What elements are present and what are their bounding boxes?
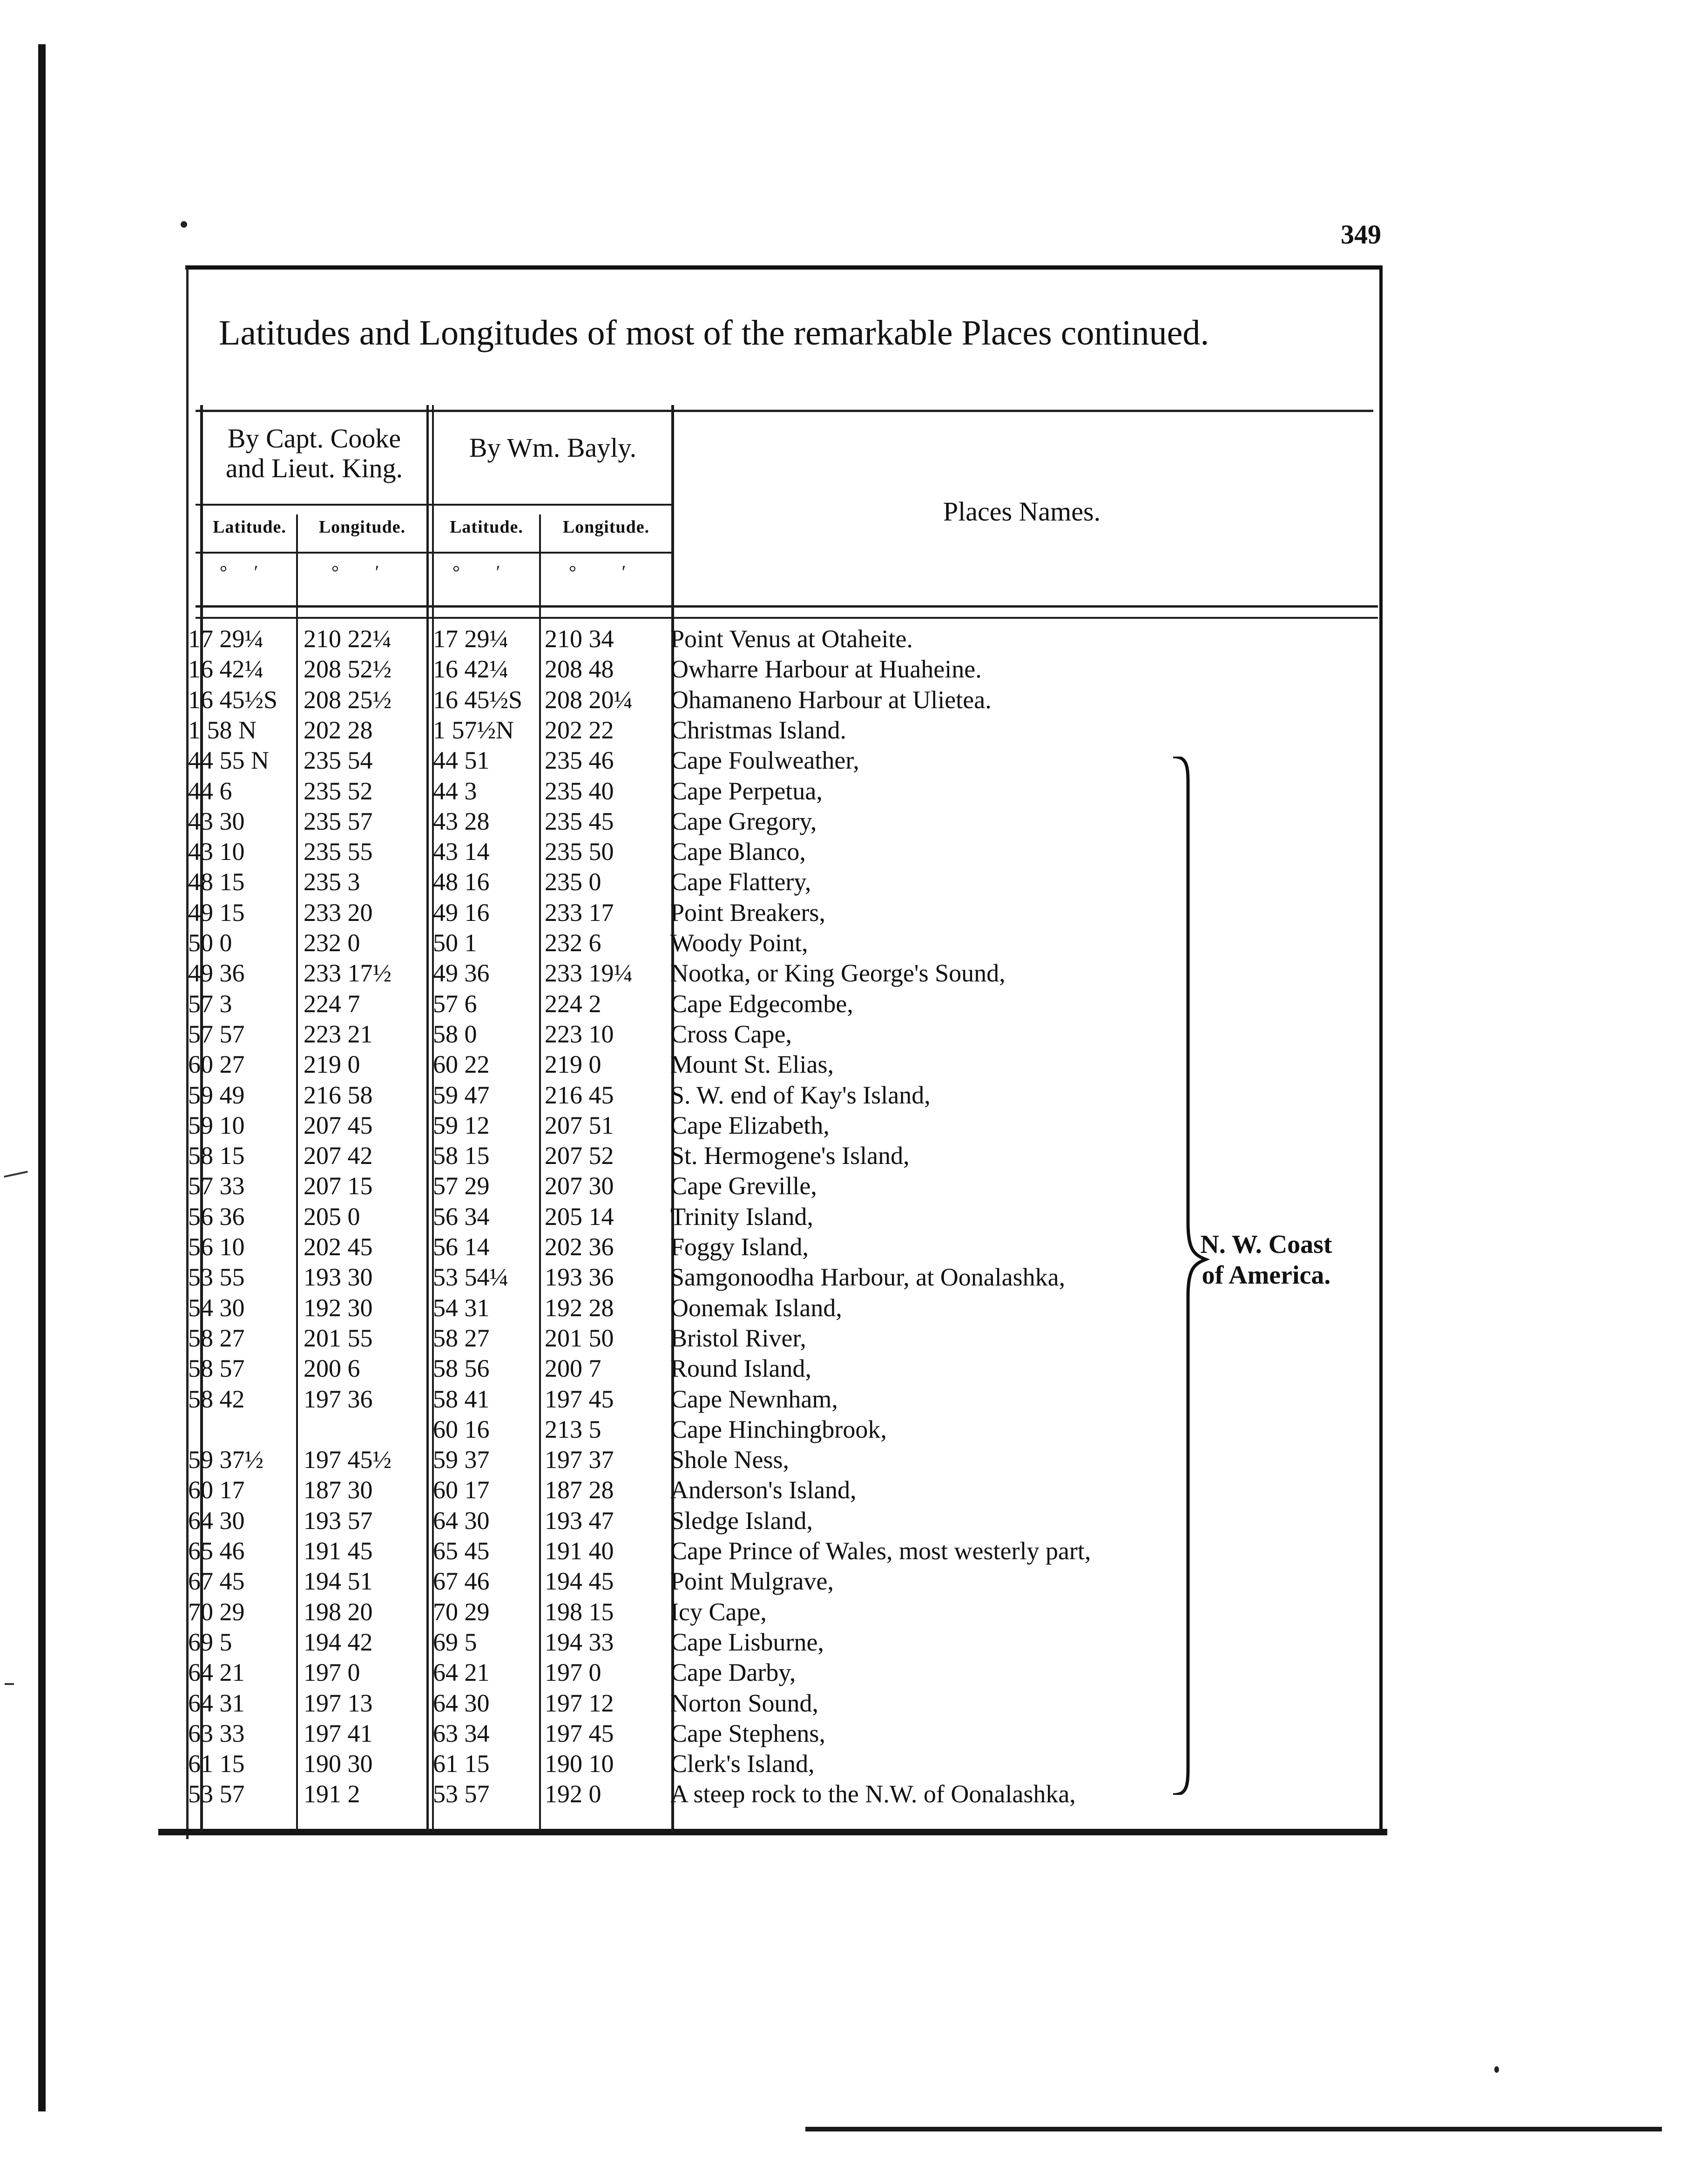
cook-latitude-cell: 1 58 N xyxy=(188,716,257,744)
bayly-longitude-cell: 232 6 xyxy=(545,929,601,957)
cook-longitude-cell: 197 45½ xyxy=(304,1446,392,1474)
header-latitude-cook: Latitude. xyxy=(213,517,286,537)
table-row xyxy=(0,1384,1708,1414)
cook-latitude-cell: 60 27 xyxy=(188,1050,245,1078)
cook-latitude-cell: 59 37½ xyxy=(188,1446,263,1474)
cook-longitude-cell: 201 55 xyxy=(304,1324,373,1352)
bayly-latitude-cell: 59 47 xyxy=(433,1081,490,1109)
cook-longitude-cell: 194 42 xyxy=(304,1628,373,1656)
table-row xyxy=(0,1627,1708,1657)
bayly-latitude-cell: 58 27 xyxy=(433,1324,490,1352)
cook-longitude-cell: 193 30 xyxy=(304,1263,373,1291)
bayly-longitude-cell: 197 45 xyxy=(545,1719,614,1747)
cook-longitude-cell: 202 28 xyxy=(304,716,373,744)
cook-latitude-cell: 16 45½S xyxy=(188,686,278,714)
cook-latitude-cell: 43 30 xyxy=(188,807,245,835)
bayly-latitude-cell: 16 42¼ xyxy=(433,655,508,683)
table-title: Latitudes and Longitudes of most of the remarkable Places continued. xyxy=(219,313,1209,352)
table-row xyxy=(0,1323,1708,1353)
place-name-cell: Point Venus at Otaheite. xyxy=(670,625,913,653)
bayly-longitude-cell: 200 7 xyxy=(545,1354,601,1382)
cook-longitude-cell: 202 45 xyxy=(304,1233,373,1261)
title-rule xyxy=(196,410,1373,412)
region-label-line1: N. W. Coast xyxy=(1200,1230,1332,1259)
cook-longitude-cell: 208 52½ xyxy=(304,655,392,683)
bayly-latitude-cell: 69 5 xyxy=(433,1628,477,1656)
page-number: 349 xyxy=(1341,219,1381,250)
place-name-cell: Nootka, or King George's Sound, xyxy=(670,959,1006,987)
bayly-longitude-cell: 194 33 xyxy=(545,1628,614,1656)
cook-longitude-cell: 192 30 xyxy=(304,1294,373,1322)
table-row xyxy=(0,1202,1708,1232)
table-row xyxy=(0,928,1708,958)
table-row xyxy=(0,1718,1708,1749)
units-degree: ° xyxy=(331,561,339,582)
table-row xyxy=(0,1414,1708,1445)
cook-longitude-cell: 233 20 xyxy=(304,899,373,927)
table-row xyxy=(0,654,1708,684)
bayly-latitude-cell: 53 54¼ xyxy=(433,1263,508,1291)
table-row xyxy=(0,1171,1708,1201)
bayly-latitude-cell: 61 15 xyxy=(433,1750,490,1778)
cook-latitude-cell: 49 15 xyxy=(188,899,245,927)
bayly-longitude-cell: 235 46 xyxy=(545,746,614,774)
bayly-latitude-cell: 64 21 xyxy=(433,1658,490,1686)
bayly-latitude-cell: 60 22 xyxy=(433,1050,490,1078)
place-name-cell: Cape Edgecombe, xyxy=(670,990,853,1018)
place-name-cell: Sledge Island, xyxy=(670,1507,813,1535)
bayly-latitude-cell: 54 31 xyxy=(433,1294,490,1322)
cook-latitude-cell: 54 30 xyxy=(188,1294,245,1322)
bayly-longitude-cell: 233 17 xyxy=(545,899,614,927)
cook-longitude-cell: 191 2 xyxy=(304,1780,360,1808)
cook-latitude-cell: 64 30 xyxy=(188,1507,245,1535)
bayly-longitude-cell: 210 34 xyxy=(545,625,614,653)
cook-longitude-cell: 235 52 xyxy=(304,777,373,805)
place-name-cell: Cape Flattery, xyxy=(670,868,811,896)
cook-latitude-cell: 50 0 xyxy=(188,929,232,957)
cook-latitude-cell: 59 49 xyxy=(188,1081,245,1109)
bayly-longitude-cell: 190 10 xyxy=(545,1750,614,1778)
cook-longitude-cell: 207 15 xyxy=(304,1172,373,1200)
cook-longitude-cell: 197 41 xyxy=(304,1719,373,1747)
place-name-cell: Oonemak Island, xyxy=(670,1294,842,1322)
bayly-latitude-cell: 56 34 xyxy=(433,1203,490,1231)
region-label-nw-coast xyxy=(1187,1229,1345,1291)
speck xyxy=(1494,2066,1499,2073)
bayly-latitude-cell: 67 46 xyxy=(433,1567,490,1595)
table-row xyxy=(0,1293,1708,1323)
table-row xyxy=(0,1536,1708,1566)
table-row xyxy=(0,715,1708,745)
cook-longitude-cell: 235 3 xyxy=(304,868,360,896)
cook-longitude-cell: 197 0 xyxy=(304,1658,360,1686)
place-name-cell: Cape Hinchingbrook, xyxy=(670,1415,887,1443)
place-name-cell: Icy Cape, xyxy=(670,1598,767,1626)
bayly-latitude-cell: 60 17 xyxy=(433,1476,490,1504)
table-row xyxy=(0,1049,1708,1080)
table-row xyxy=(0,745,1708,776)
bayly-latitude-cell: 58 0 xyxy=(433,1020,477,1048)
bayly-longitude-cell: 194 45 xyxy=(545,1567,614,1595)
place-name-cell: Cape Perpetua, xyxy=(670,777,823,805)
bayly-longitude-cell: 233 19¼ xyxy=(545,959,633,987)
table-row xyxy=(0,776,1708,806)
table-row xyxy=(0,1262,1708,1292)
bayly-latitude-cell: 64 30 xyxy=(433,1689,490,1717)
place-name-cell: Cape Darby, xyxy=(670,1658,796,1686)
bayly-longitude-cell: 224 2 xyxy=(545,990,601,1018)
cook-longitude-cell: 208 25½ xyxy=(304,686,392,714)
bayly-latitude-cell: 59 37 xyxy=(433,1446,490,1474)
bayly-latitude-cell: 49 16 xyxy=(433,899,490,927)
bayly-longitude-cell: 202 36 xyxy=(545,1233,614,1261)
table-row xyxy=(0,1597,1708,1627)
bayly-longitude-cell: 192 28 xyxy=(545,1294,614,1322)
place-name-cell: Cape Foulweather, xyxy=(670,746,859,774)
cook-latitude-cell: 64 31 xyxy=(188,1689,245,1717)
bayly-latitude-cell: 70 29 xyxy=(433,1598,490,1626)
bayly-longitude-cell: 197 45 xyxy=(545,1385,614,1413)
cook-latitude-cell: 70 29 xyxy=(188,1598,245,1626)
bayly-latitude-cell: 49 36 xyxy=(433,959,490,987)
speck xyxy=(181,221,187,228)
bayly-longitude-cell: 198 15 xyxy=(545,1598,614,1626)
bayly-latitude-cell: 50 1 xyxy=(433,929,477,957)
header-group-bayly: By Wm. Bayly. xyxy=(469,433,637,463)
bayly-longitude-cell: 187 28 xyxy=(545,1476,614,1504)
region-label-line2: of America. xyxy=(1202,1261,1331,1290)
place-name-cell: Cape Stephens, xyxy=(670,1719,825,1747)
cook-longitude-cell: 197 36 xyxy=(304,1385,373,1413)
cook-latitude-cell: 57 3 xyxy=(188,990,232,1018)
bayly-longitude-cell: 202 22 xyxy=(545,716,614,744)
table-bottom-rule xyxy=(158,1829,1387,1835)
table-row xyxy=(0,1657,1708,1688)
header-longitude-cook: Longitude. xyxy=(318,517,406,537)
cook-latitude-cell: 65 46 xyxy=(188,1537,245,1565)
bayly-longitude-cell: 197 37 xyxy=(545,1446,614,1474)
units-degree: ° xyxy=(220,561,227,582)
table-row xyxy=(0,958,1708,988)
bayly-longitude-cell: 235 40 xyxy=(545,777,614,805)
cook-latitude-cell: 53 55 xyxy=(188,1263,245,1291)
bayly-latitude-cell: 44 51 xyxy=(433,746,490,774)
cook-longitude-cell: 198 20 xyxy=(304,1598,373,1626)
units-degree: ° xyxy=(452,561,460,582)
bayly-longitude-cell: 207 51 xyxy=(545,1111,614,1139)
cook-longitude-cell: 233 17½ xyxy=(304,959,392,987)
table-row xyxy=(0,1080,1708,1110)
cook-longitude-cell: 223 21 xyxy=(304,1020,373,1048)
cook-longitude-cell: 200 6 xyxy=(304,1354,360,1382)
bayly-latitude-cell: 44 3 xyxy=(433,777,477,805)
table-row xyxy=(0,1353,1708,1384)
bayly-longitude-cell: 208 48 xyxy=(545,655,614,683)
header-places-names: Places Names. xyxy=(943,496,1101,527)
header-group-cook-king: By Capt. Cooke and Lieut. King. xyxy=(225,423,403,483)
cook-latitude-cell: 67 45 xyxy=(188,1567,245,1595)
header-rule xyxy=(196,605,1378,608)
place-name-cell: Cape Blanco, xyxy=(670,838,806,866)
table-row xyxy=(0,1566,1708,1597)
cook-longitude-cell: 224 7 xyxy=(304,990,360,1018)
bayly-longitude-cell: 235 0 xyxy=(545,868,601,896)
header-rule xyxy=(196,552,673,554)
place-name-cell: Cross Cape, xyxy=(670,1020,792,1048)
place-name-cell: Samgonoodha Harbour, at Oonalashka, xyxy=(670,1263,1066,1291)
bayly-longitude-cell: 235 50 xyxy=(545,838,614,866)
table-row xyxy=(0,1506,1708,1536)
cook-latitude-cell: 56 36 xyxy=(188,1203,245,1231)
place-name-cell: Cape Lisburne, xyxy=(670,1628,824,1656)
cook-latitude-cell: 58 57 xyxy=(188,1354,245,1382)
table-row xyxy=(0,837,1708,867)
bayly-latitude-cell: 48 16 xyxy=(433,868,490,896)
cook-latitude-cell: 56 10 xyxy=(188,1233,245,1261)
units-minute: ′ xyxy=(375,561,379,582)
place-name-cell: S. W. end of Kay's Island, xyxy=(670,1081,931,1109)
cook-latitude-cell: 57 57 xyxy=(188,1020,245,1048)
table-row xyxy=(0,867,1708,897)
bayly-latitude-cell: 60 16 xyxy=(433,1415,490,1443)
place-name-cell: Cape Newnham, xyxy=(670,1385,838,1413)
table-row xyxy=(0,1141,1708,1171)
bayly-latitude-cell: 65 45 xyxy=(433,1537,490,1565)
cook-longitude-cell: 205 0 xyxy=(304,1203,360,1231)
bayly-latitude-cell: 64 30 xyxy=(433,1507,490,1535)
bayly-longitude-cell: 223 10 xyxy=(545,1020,614,1048)
bayly-latitude-cell: 63 34 xyxy=(433,1719,490,1747)
cook-latitude-cell: 44 55 N xyxy=(188,746,269,774)
place-name-cell: Owharre Harbour at Huaheine. xyxy=(670,655,982,683)
bayly-latitude-cell: 59 12 xyxy=(433,1111,490,1139)
table-row xyxy=(0,989,1708,1019)
cook-longitude-cell: 235 57 xyxy=(304,807,373,835)
place-name-cell: Trinity Island, xyxy=(670,1203,814,1231)
bayly-longitude-cell: 235 45 xyxy=(545,807,614,835)
cook-latitude-cell: 48 15 xyxy=(188,868,245,896)
place-name-cell: Point Mulgrave, xyxy=(670,1567,834,1595)
cook-longitude-cell: 193 57 xyxy=(304,1507,373,1535)
bayly-latitude-cell: 57 29 xyxy=(433,1172,490,1200)
cook-latitude-cell: 16 42¼ xyxy=(188,655,263,683)
bayly-latitude-cell: 58 41 xyxy=(433,1385,490,1413)
bayly-longitude-cell: 201 50 xyxy=(545,1324,614,1352)
bayly-longitude-cell: 192 0 xyxy=(545,1780,601,1808)
bayly-longitude-cell: 191 40 xyxy=(545,1537,614,1565)
cook-latitude-cell: 17 29¼ xyxy=(188,625,263,653)
bayly-longitude-cell: 213 5 xyxy=(545,1415,601,1443)
bayly-latitude-cell: 58 15 xyxy=(433,1142,490,1170)
bayly-longitude-cell: 197 12 xyxy=(545,1689,614,1717)
cook-latitude-cell: 44 6 xyxy=(188,777,232,805)
place-name-cell: Round Island, xyxy=(670,1354,811,1382)
place-name-cell: Christmas Island. xyxy=(670,716,846,744)
bayly-longitude-cell: 219 0 xyxy=(545,1050,601,1078)
bayly-longitude-cell: 193 36 xyxy=(545,1263,614,1291)
table-row xyxy=(0,1779,1708,1809)
page-bottom-rule xyxy=(805,2127,1662,2131)
bayly-latitude-cell: 56 14 xyxy=(433,1233,490,1261)
bayly-longitude-cell: 205 14 xyxy=(545,1203,614,1231)
header-latitude-bayly: Latitude. xyxy=(450,517,523,537)
bayly-latitude-cell: 43 28 xyxy=(433,807,490,835)
cook-longitude-cell: 210 22¼ xyxy=(304,625,392,653)
place-name-cell: Bristol River, xyxy=(670,1324,806,1352)
place-name-cell: Norton Sound, xyxy=(670,1689,819,1717)
bayly-longitude-cell: 208 20¼ xyxy=(545,686,633,714)
table-row xyxy=(0,685,1708,715)
place-name-cell: Point Breakers, xyxy=(670,899,825,927)
cook-latitude-cell: 58 42 xyxy=(188,1385,245,1413)
cook-latitude-cell: 53 57 xyxy=(188,1780,245,1808)
place-name-cell: Anderson's Island, xyxy=(670,1476,857,1504)
place-name-cell: St. Hermogene's Island, xyxy=(670,1142,910,1170)
cook-longitude-cell: 235 54 xyxy=(304,746,373,774)
cook-latitude-cell: 49 36 xyxy=(188,959,245,987)
place-name-cell: A steep rock to the N.W. of Oonalashka, xyxy=(670,1780,1076,1808)
cook-latitude-cell: 60 17 xyxy=(188,1476,245,1504)
place-name-cell: Cape Elizabeth, xyxy=(670,1111,830,1139)
place-name-cell: Clerk's Island, xyxy=(670,1750,815,1778)
cook-longitude-cell: 207 45 xyxy=(304,1111,373,1139)
table-row xyxy=(0,1688,1708,1718)
cook-latitude-cell: 63 33 xyxy=(188,1719,245,1747)
bayly-longitude-cell: 207 52 xyxy=(545,1142,614,1170)
bayly-latitude-cell: 16 45½S xyxy=(433,686,523,714)
cook-longitude-cell: 197 13 xyxy=(304,1689,373,1717)
units-minute: ′ xyxy=(496,561,500,582)
cook-longitude-cell: 216 58 xyxy=(304,1081,373,1109)
cook-longitude-cell: 232 0 xyxy=(304,929,360,957)
bayly-latitude-cell: 43 14 xyxy=(433,838,490,866)
bayly-latitude-cell: 58 56 xyxy=(433,1354,490,1382)
units-degree: ° xyxy=(569,561,576,582)
bayly-latitude-cell: 1 57½N xyxy=(433,716,514,744)
cook-longitude-cell: 191 45 xyxy=(304,1537,373,1565)
place-name-cell: Foggy Island, xyxy=(670,1233,809,1261)
cook-latitude-cell: 58 15 xyxy=(188,1142,245,1170)
bayly-latitude-cell: 17 29¼ xyxy=(433,625,508,653)
cook-latitude-cell: 59 10 xyxy=(188,1111,245,1139)
table-row xyxy=(0,1019,1708,1049)
cook-latitude-cell: 43 10 xyxy=(188,838,245,866)
table-row xyxy=(0,1445,1708,1475)
cook-latitude-cell: 61 15 xyxy=(188,1750,245,1778)
table-row xyxy=(0,1232,1708,1262)
cook-latitude-cell: 64 21 xyxy=(188,1658,245,1686)
cook-latitude-cell: 58 27 xyxy=(188,1324,245,1352)
place-name-cell: Woody Point, xyxy=(670,929,808,957)
units-minute: ′ xyxy=(254,561,258,582)
table-row xyxy=(0,806,1708,837)
place-name-cell: Cape Greville, xyxy=(670,1172,817,1200)
bayly-longitude-cell: 216 45 xyxy=(545,1081,614,1109)
table-row xyxy=(0,624,1708,654)
table-row xyxy=(0,898,1708,928)
cook-latitude-cell: 57 33 xyxy=(188,1172,245,1200)
bayly-latitude-cell: 57 6 xyxy=(433,990,477,1018)
cook-longitude-cell: 235 55 xyxy=(304,838,373,866)
header-rule xyxy=(196,504,673,506)
cook-longitude-cell: 207 42 xyxy=(304,1142,373,1170)
units-minute: ′ xyxy=(621,561,626,582)
place-name-cell: Mount St. Elias, xyxy=(670,1050,834,1078)
bayly-latitude-cell: 53 57 xyxy=(433,1780,490,1808)
header-longitude-bayly: Longitude. xyxy=(562,517,650,537)
table-row xyxy=(0,1749,1708,1779)
bayly-longitude-cell: 207 30 xyxy=(545,1172,614,1200)
bayly-longitude-cell: 193 47 xyxy=(545,1507,614,1535)
bayly-longitude-cell: 197 0 xyxy=(545,1658,601,1686)
cook-latitude-cell: 69 5 xyxy=(188,1628,232,1656)
place-name-cell: Ohamaneno Harbour at Ulietea. xyxy=(670,686,992,714)
cook-longitude-cell: 187 30 xyxy=(304,1476,373,1504)
cook-longitude-cell: 194 51 xyxy=(304,1567,373,1595)
cook-longitude-cell: 219 0 xyxy=(304,1050,360,1078)
table-row xyxy=(0,1110,1708,1141)
cook-longitude-cell: 190 30 xyxy=(304,1750,373,1778)
place-name-cell: Cape Gregory, xyxy=(670,807,817,835)
table-row xyxy=(0,1475,1708,1505)
place-name-cell: Shole Ness, xyxy=(670,1446,789,1474)
place-name-cell: Cape Prince of Wales, most westerly part, xyxy=(670,1537,1091,1565)
header-rule xyxy=(196,617,1378,619)
